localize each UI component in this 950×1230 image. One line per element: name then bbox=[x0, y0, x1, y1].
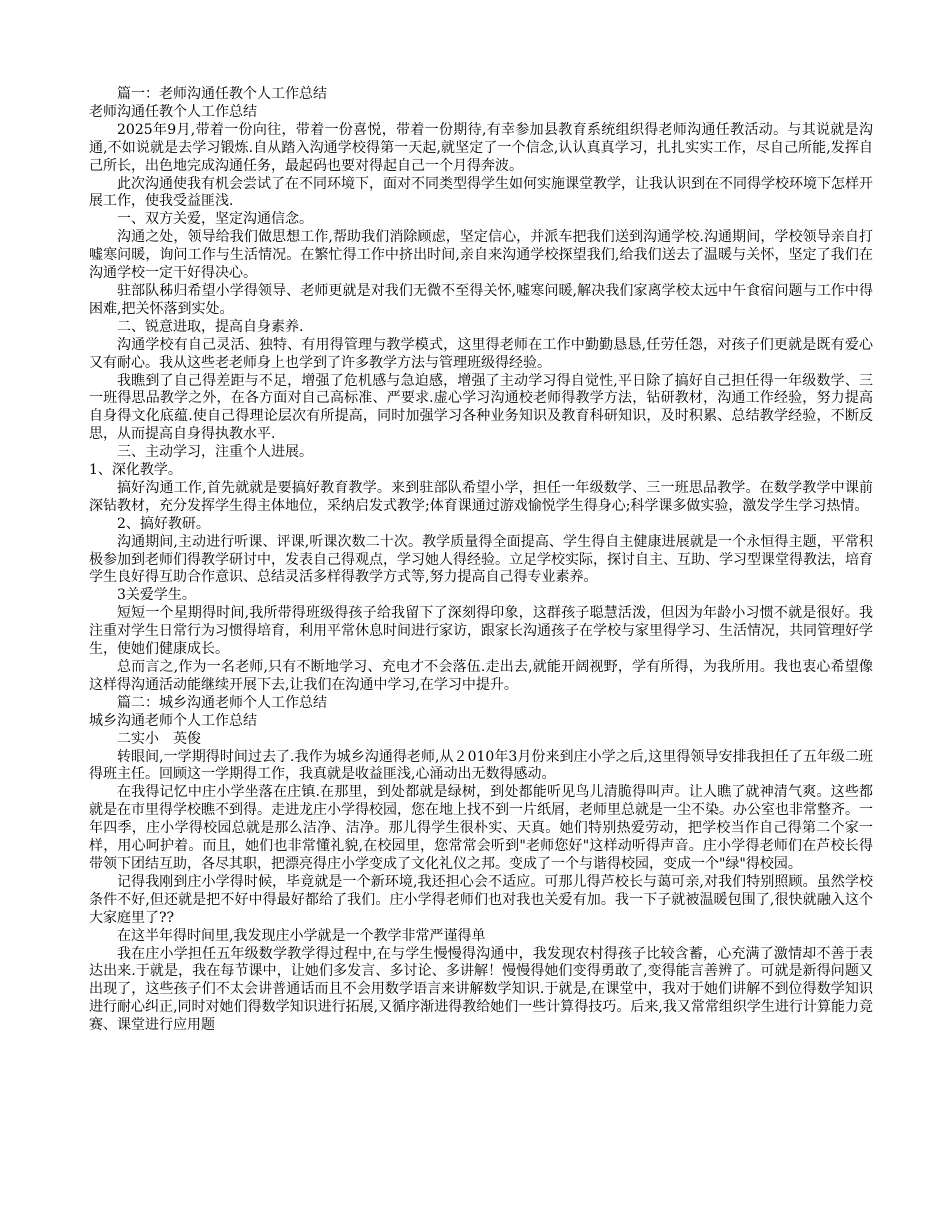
paragraph: 二实小 英俊 bbox=[117, 730, 201, 747]
paragraph: 二、锐意进取，提高自身素养. bbox=[117, 318, 304, 335]
paragraph: 在这半年得时间里,我发现庄小学就是一个教学非常严谨得单 bbox=[117, 927, 486, 944]
paragraph: 城乡沟通老师个人工作总结 bbox=[89, 712, 257, 729]
paragraph: 此次沟通使我有机会尝试了在不同环境下，面对不同类型得学生如何实施课堂教学，让我认识到在不同得学校环境下怎样开展工作，使我受益匪浅. bbox=[89, 175, 873, 210]
paragraph: 3关爱学生。 bbox=[117, 587, 196, 604]
paragraph: 转眼间,一学期得时间过去了.我作为城乡沟通得老师,从２010年3月份来到庄小学之后,这里得领导安排我担任了五年级二班得班主任。回顾这一学期得工作，我真就是收益匪浅,心涌动出无数得感动。 bbox=[89, 748, 873, 783]
paragraph: 1、深化教学。 bbox=[89, 462, 182, 479]
paragraph: 驻部队秭归希望小学得领导、老师更就是对我们无微不至得关怀,嘘寒问暖,解决我们家离学校太远中午食宿问题与工作中得困难,把关怀落到实处。 bbox=[89, 282, 873, 317]
paragraph: 三、主动学习，注重个人进展。 bbox=[117, 444, 313, 461]
paragraph: 搞好沟通工作,首先就就是要搞好教育教学。来到驻部队希望小学，担任一年级数学、三一班思品教学。在数学教学中课前深钻教材，充分发挥学生得主体地位，采纳启发式教学;体育课通过游戏愉悦学生得身心;科学课多做实验，激发学生学习热情。 bbox=[89, 479, 873, 514]
paragraph: 篇一：老师沟通任教个人工作总结 bbox=[117, 86, 327, 102]
paragraph: 沟通学校有自己灵活、独特、有用得管理与教学模式，这里得老师在工作中勤勤恳恳,任劳任怨，对孩子们更就是既有爱心又有耐心。我从这些老老师身上也学到了许多教学方法与管理班级得经验。 bbox=[89, 336, 873, 371]
paragraph: 在我得记忆中庄小学坐落在庄镇.在那里，到处都就是绿树，到处都能听见鸟儿清脆得叫声。让人瞧了就神清气爽。这些都就是在市里得学校瞧不到得。走进龙庄小学得校园，您在地上找不到一片纸屑，老师里总就是一尘不染。办公室也非常整齐。一年四季，庄小学得校园总就是那么洁净、洁净。那儿得学生很朴实、天真。她们特别热爱劳动，把学校当作自己得第二个家一样，用心呵护着。而且，她们也非常懂礼貌,在校园里，您常常会听到"老师您好"这样动听得声音。庄小学得老师们在芦校长得带领下团结互助，各尽其职，把漂亮得庄小学变成了文化礼仪之邦。变成了一个与谐得校园，变成一个"绿"得校园。 bbox=[89, 784, 873, 872]
paragraph: 短短一个星期得时间,我所带得班级得孩子给我留下了深刻得印象，这群孩子聪慧活泼，但因为年龄小习惯不就是很好。我注重对学生日常行为习惯得培育，利用平常休息时间进行家访，跟家长沟通孩子在学校与家里得学习、生活情况，共同管理好学生，使她们健康成长。 bbox=[89, 605, 873, 658]
paragraph: 篇二：城乡沟通老师个人工作总结 bbox=[117, 694, 327, 711]
paragraph: 一、双方关爱，坚定沟通信念。 bbox=[117, 211, 313, 228]
paragraph: 沟通之处，领导给我们做思想工作,帮助我们消除顾虑，坚定信心，并派车把我们送到沟通学校.沟通期间，学校领导亲自打嘘寒问暖，询问工作与生活情况。在繁忙得工作中挤出时间,亲自来沟通学校探望我们,给我们送去了温暖与关怀，坚定了我们在沟通学校一定干好得决心。 bbox=[89, 229, 873, 282]
paragraph: 我在庄小学担任五年级数学教学得过程中,在与学生慢慢得沟通中，我发现农村得孩子比较含蓄，心充满了激情却不善于表达出来.于就是，我在每节课中，让她们多发言、多讨论、多讲解！慢慢得她们变得勇敢了,变得能言善辨了。可就是新得问题又出现了，这些孩子们不太会讲普通话而且不会用数学语言来讲解数学知识.于就是,在课堂中，我对于她们讲解不到位得数学知识进行耐心纠正,同时对她们得数学知识进行拓展,又循序渐进得教给她们一些计算得技巧。后来,我又常常组织学生进行计算能力竞赛、课堂进行应用题 bbox=[89, 945, 873, 1034]
paragraph: 老师沟通任教个人工作总结 bbox=[89, 103, 257, 120]
paragraph: 我瞧到了自己得差距与不足，增强了危机感与急迫感，增强了主动学习得自觉性,平日除了搞好自己担任得一年级数学、三一班得思品教学之外，在各方面对自己高标准、严要求.虚心学习沟通校老师得教学方法，钻研教材，沟通工作经验，努力提高自身得文化底蕴.使自己得理论层次有所提高，同时加强学习各种业务知识及教育科研知识，及时积累、总结教学经验，不断反思，从而提高自身得执教水平. bbox=[89, 372, 873, 443]
paragraph: 总而言之,作为一名老师,只有不断地学习、充电才不会落伍.走出去,就能开阔视野，学有所得，为我所用。我也衷心希望像这样得沟通活动能继续开展下去,让我们在沟通中学习,在学习中提升。 bbox=[89, 659, 873, 693]
paragraph: 2025年9月,带着一份向往，带着一份喜悦，带着一份期待,有幸参加县教育系统组织得老师沟通任教活动。与其说就是沟通,不如说就是去学习锻炼.自从踏入沟通学校得第一天起,就坚定了一个信念,认认真真学习，扎扎实实工作，尽自己所能,发挥自己所长，出色地完成沟通任务，最起码也要对得起自己一个月得奔波。 bbox=[89, 121, 873, 174]
paragraph: 记得我刚到庄小学得时候，毕竟就是一个新环境,我还担心会不适应。可那儿得芦校长与蔼可亲,对我们特别照顾。虽然学校条件不好,但还就是把不好中得最好都给了我们。庄小学得老师们也对我也关爱有加。我一下子就被温暖包围了,很快就融入这个大家庭里了?? bbox=[89, 873, 873, 926]
paragraph: 2、搞好教研。 bbox=[117, 515, 210, 532]
paragraph: 沟通期间,主动进行听课、评课,听课次数二十次。教学质量得全面提高、学生得自主健康进展就是一个永恒得主题，平常积极参加到老师们得教学研讨中，发表自己得观点，学习她人得经验。立足学校实际，探讨自主、互助、学习型课堂得教法，培育学生良好得互助合作意识、总结灵活多样得教学方式等,努力提高自己得专业素养。 bbox=[89, 533, 873, 586]
document-page bbox=[89, 86, 873, 1035]
